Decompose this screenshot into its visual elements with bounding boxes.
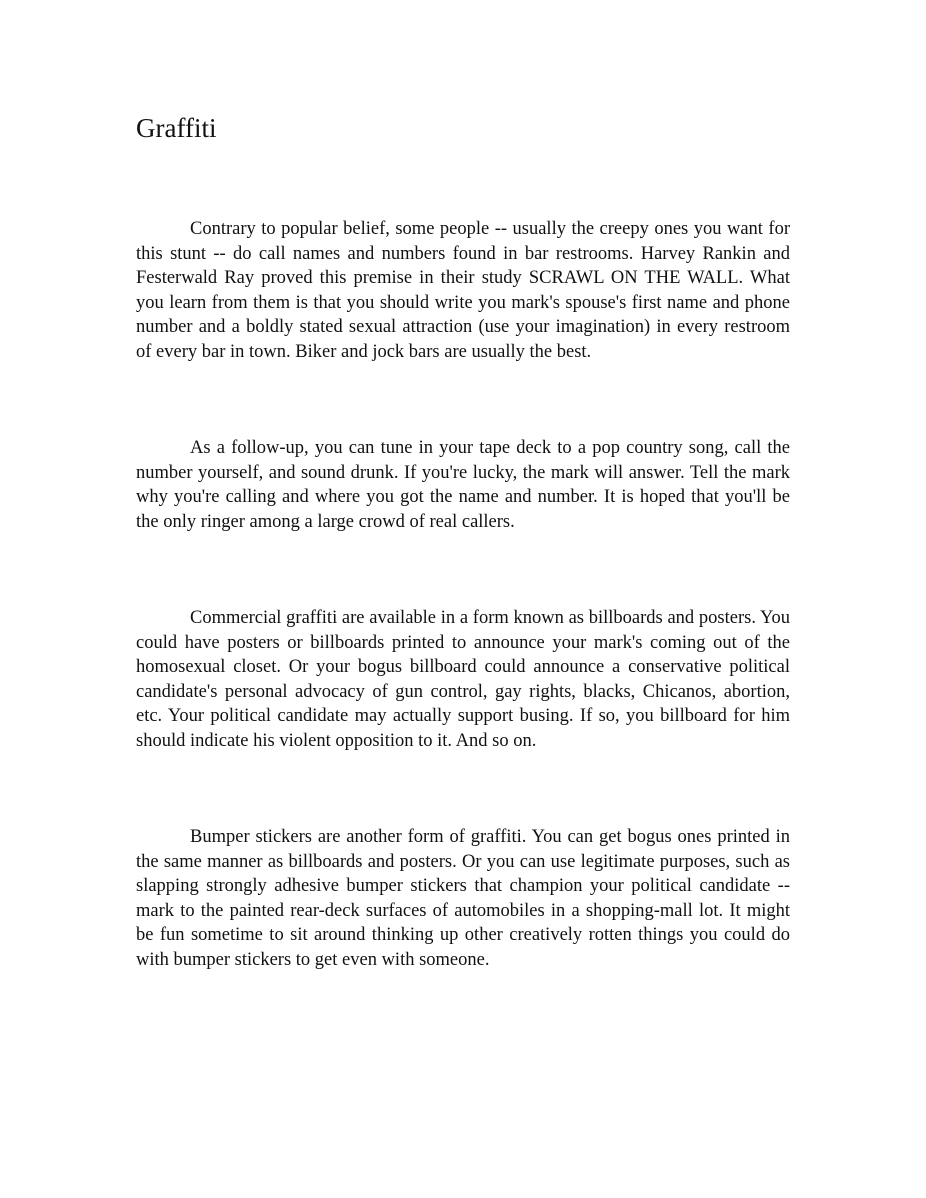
page-title: Graffiti <box>136 113 217 143</box>
paragraph-commercial-graffiti: Commercial graffiti are available in a form known as billboards and posters. You could have posters or billboards printed to announce your mark's coming out of the homosexual closet. Or your bogus billboard could announce a conservative political candidate's personal advocacy of gun control, gay rights, blacks, Chicanos, abortion, etc. Your political candidate may actually support busing. If so, you billboard for him should indicate his violent opposition to it. And so on. <box>136 608 790 751</box>
paragraph-restroom-graffiti: Contrary to popular belief, some people -- usually the creepy ones you want for this stunt -- do call names and numbers found in bar restrooms. Harvey Rankin and Festerwald Ray proved this premise in their study SCRAWL ON THE WALL. What you learn from them is that you should write you mark's spouse's first name and phone number and a boldly stated sexual attraction (use your imagination) in every restroom of every bar in town. Biker and jock bars are usually the best. <box>136 219 790 362</box>
paragraph-follow-up-call: As a follow-up, you can tune in your tape deck to a pop country song, call the number yourself, and sound drunk. If you're lucky, the mark will answer. Tell the mark why you're calling and where you got the name and number. It is hoped that you'll be the only ringer among a large crowd of real callers. <box>136 438 790 532</box>
paragraph-bumper-stickers: Bumper stickers are another form of graffiti. You can get bogus ones printed in the same manner as billboards and posters. Or you can use legitimate purposes, such as slapping strongly adhesive bumper stickers that champion your political candidate -- mark to the painted rear-deck surfaces of automobiles in a shopping-mall lot. It might be fun sometime to sit around thinking up other creatively rotten things you could do with bumper stickers to get even with someone. <box>136 827 790 970</box>
